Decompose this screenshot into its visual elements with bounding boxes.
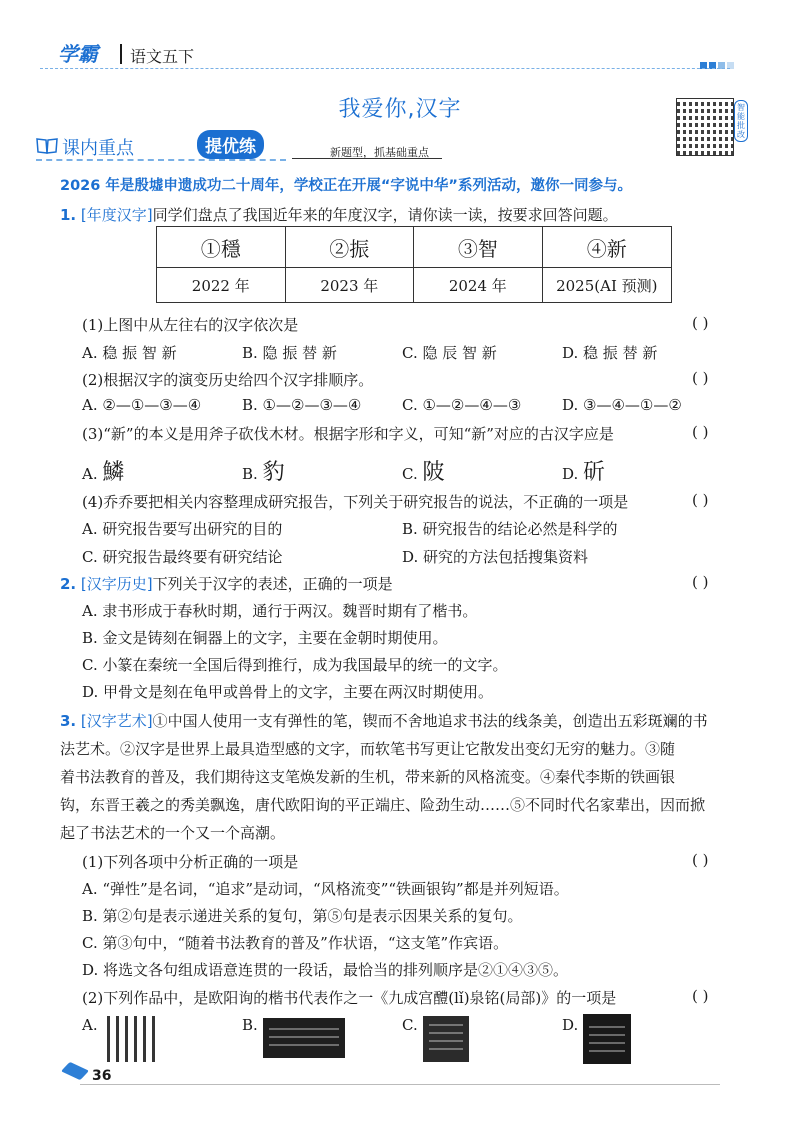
option-b[interactable]: B. 金文是铸刻在铜器上的文字，主要在金朝时期使用。 (82, 629, 448, 647)
answer-blank[interactable]: ( ) (692, 987, 709, 1005)
answer-blank[interactable]: ( ) (692, 423, 709, 441)
option-b[interactable]: B. (242, 1016, 258, 1034)
question-2 (60, 573, 393, 594)
option-c[interactable]: C. 隐 辰 智 新 (402, 344, 497, 362)
qr-code-icon[interactable] (676, 98, 734, 156)
table-cell-year: 2024 年 (414, 268, 543, 303)
question-tag: [汉字历史] (80, 575, 153, 593)
sub-question-stem: (4)乔乔要把相关内容整理成研究报告，下列关于研究报告的说法，不正确的一项是 (82, 493, 629, 511)
question-number: 3. (60, 712, 77, 730)
page-title: 我爱你,汉字 (338, 97, 462, 122)
option-b[interactable]: B. 隐 振 替 新 (242, 344, 337, 362)
option-a[interactable]: A. “弹性”是名词，“追求”是动词，“风格流变”“铁画银钩”都是并列短语。 (82, 880, 569, 898)
calligraphy-image-c[interactable] (423, 1016, 469, 1062)
question-1 (60, 204, 618, 225)
table-cell-char: ④新 (542, 227, 671, 268)
question-number: 2. (60, 575, 77, 593)
option-label: C. (402, 465, 418, 483)
header-separator (120, 44, 122, 64)
option-label: A. (82, 465, 98, 483)
option-d[interactable]: D. ③—④—①—② (562, 396, 682, 414)
option-c[interactable]: C. (402, 1016, 418, 1034)
note-arrow (292, 158, 442, 159)
option-a[interactable]: A. 研究报告要写出研究的目的 (82, 520, 283, 538)
sub-question-stem: (2)下列作品中，是欧阳询的楷书代表作之一《九成宫醴(lǐ)泉铭(局部)》的一项是 (82, 989, 617, 1007)
option-c[interactable]: C. 研究报告最终要有研究结论 (82, 548, 283, 566)
option-a[interactable]: A. ②—①—③—④ (82, 396, 202, 414)
table-cell-year: 2022 年 (157, 268, 286, 303)
passage-line: ①中国人使用一支有弹性的笔，锲而不舍地追求书法的线条美，创造出五彩斑斓的书 (152, 712, 708, 730)
table-cell-char: ③智 (414, 227, 543, 268)
question-tag: [年度汉字] (80, 206, 153, 224)
question-number: 1. (60, 206, 77, 224)
answer-blank[interactable]: ( ) (692, 369, 709, 387)
section-badge: 提优练 (197, 130, 264, 159)
answer-blank[interactable]: ( ) (692, 851, 709, 869)
table-cell-year: 2025(AI 预测) (542, 268, 671, 303)
subject-label: 语文五下 (130, 47, 195, 66)
sub-question-stem: (1)上图中从左往右的汉字依次是 (82, 316, 299, 334)
option-a[interactable]: A. (82, 1016, 98, 1034)
calligraphy-image-b[interactable] (263, 1018, 345, 1058)
option-a[interactable] (82, 455, 124, 486)
option-b[interactable]: B. 研究报告的结论必然是科学的 (402, 520, 618, 538)
answer-blank[interactable]: ( ) (692, 573, 709, 591)
footer-rule (80, 1084, 720, 1085)
calligraphy-image-d[interactable] (583, 1014, 631, 1064)
passage-line: 着书法教育的普及，我们期待这支笔焕发新的生机，带来新的风格流变。④秦代李斯的铁画银 (60, 768, 676, 786)
sub-question-stem: (1)下列各项中分析正确的一项是 (82, 853, 299, 871)
answer-blank[interactable]: ( ) (692, 314, 709, 332)
table-cell-char: ①穩 (157, 227, 286, 268)
ancient-glyph: 豹 (262, 460, 285, 485)
passage-line: 起了书法艺术的一个又一个高潮。 (60, 824, 286, 842)
option-d[interactable] (562, 455, 605, 486)
option-c[interactable] (402, 455, 445, 486)
header-rule (40, 68, 730, 69)
passage-line: 钩，东晋王羲之的秀美飘逸，唐代欧阳询的平正端庄、险劲生动……⑤不同时代名家辈出，因而掀 (60, 796, 706, 814)
sub-question-stem: (3)“新”的本义是用斧子砍伐木材。根据字形和字义，可知“新”对应的古汉字应是 (82, 425, 614, 443)
qr-label: 智能批改 (734, 100, 748, 142)
answer-blank[interactable]: ( ) (692, 491, 709, 509)
section-title: 课内重点 (62, 138, 134, 159)
option-d[interactable]: D. 稳 振 替 新 (562, 344, 658, 362)
option-d[interactable]: D. 将选文各句组成语意连贯的一段话，最恰当的排列顺序是②①④③⑤。 (82, 961, 569, 979)
intro-text: 2026 年是殷墟申遗成功二十周年，学校正在开展“字说中华”系列活动，邀你一同参与。 (60, 178, 632, 194)
option-b[interactable]: B. ①—②—③—④ (242, 396, 362, 414)
option-label: D. (562, 465, 579, 483)
ancient-glyph: 斫 (583, 460, 606, 485)
question-stem: 同学们盘点了我国近年来的年度汉字，请你读一读，按要求回答问题。 (152, 206, 618, 224)
option-a[interactable]: A. 隶书形成于春秋时期，通行于两汉。魏晋时期有了楷书。 (82, 602, 478, 620)
option-b[interactable]: B. 第②句是表示递进关系的复句，第⑤句是表示因果关系的复句。 (82, 907, 523, 925)
section-underline (36, 159, 286, 161)
section-note: 新题型，抓基础重点 (330, 146, 429, 159)
option-d[interactable]: D. (562, 1016, 579, 1034)
ancient-glyph: 陂 (422, 460, 445, 485)
year-character-table (156, 226, 672, 303)
table-cell-char: ②振 (285, 227, 414, 268)
ancient-glyph: 鱗 (102, 460, 125, 485)
option-c[interactable]: C. ①—②—④—③ (402, 396, 522, 414)
sub-question-stem: (2)根据汉字的演变历史给四个汉字排顺序。 (82, 371, 374, 389)
option-b[interactable] (242, 455, 285, 486)
table-cell-year: 2023 年 (285, 268, 414, 303)
brand-logo: 学霸 (58, 42, 98, 66)
option-label: B. (242, 465, 258, 483)
option-c[interactable]: C. 第③句中，“随着书法教育的普及”作状语，“这支笔”作宾语。 (82, 934, 509, 952)
header-dots-decoration (700, 55, 736, 73)
option-d[interactable]: D. 研究的方法包括搜集资料 (402, 548, 589, 566)
question-3 (60, 710, 708, 731)
option-c[interactable]: C. 小篆在秦统一全国后得到推行，成为我国最早的统一的文字。 (82, 656, 508, 674)
passage-line: 法艺术。②汉字是世界上最具造型感的文字，而软笔书写更让它散发出变幻无穷的魅力。③随 (60, 740, 676, 758)
book-icon (36, 137, 58, 154)
option-d[interactable]: D. 甲骨文是刻在龟甲或兽骨上的文字，主要在两汉时期使用。 (82, 683, 494, 701)
option-a[interactable]: A. 稳 振 智 新 (82, 344, 177, 362)
pen-icon (61, 1062, 89, 1080)
page-number: 36 (92, 1068, 112, 1084)
calligraphy-image-a[interactable] (104, 1016, 156, 1062)
question-stem: 下列关于汉字的表述，正确的一项是 (152, 575, 393, 593)
question-tag: [汉字艺术] (80, 712, 153, 730)
